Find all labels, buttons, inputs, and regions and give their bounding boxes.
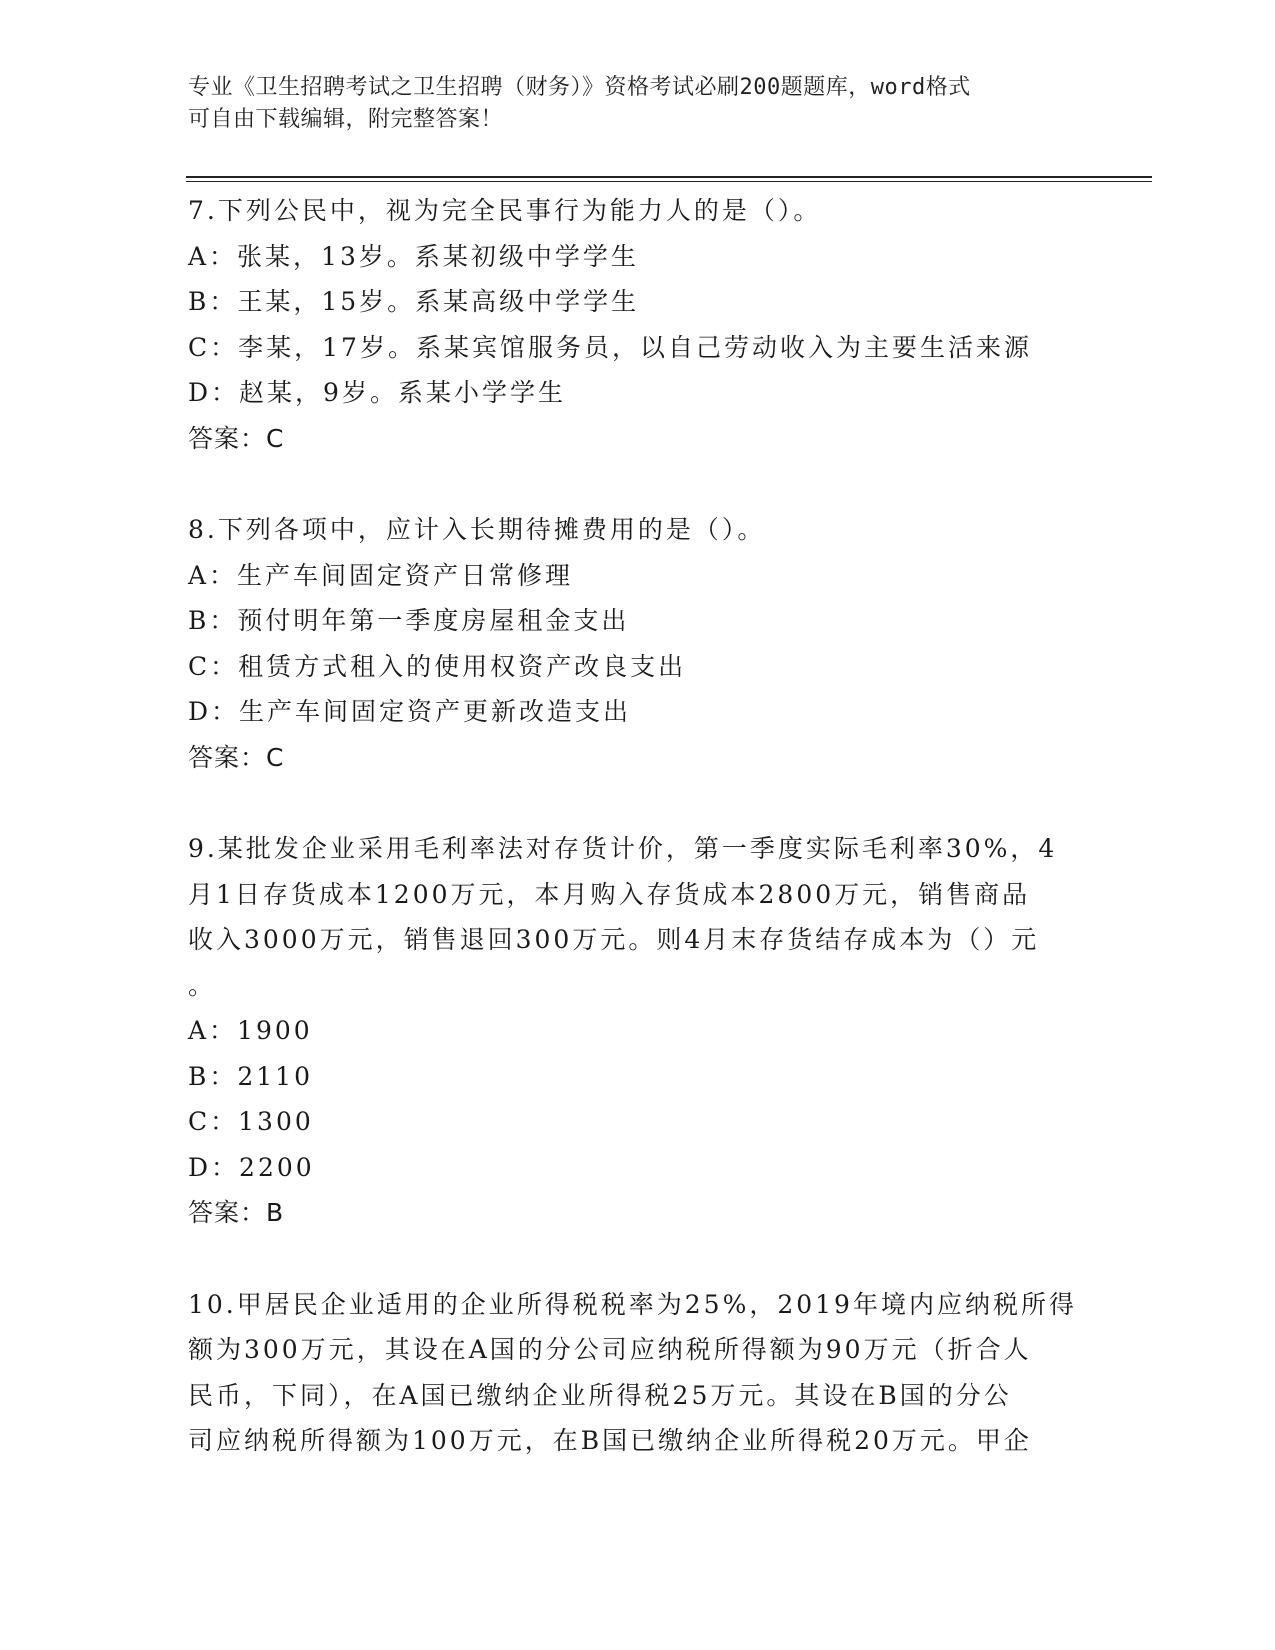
question-10	[188, 1282, 1078, 1464]
question-spacer	[188, 461, 1078, 507]
option-c: C：租赁方式租入的使用权资产改良支出	[188, 651, 687, 681]
answer-line: 答案：C	[188, 742, 285, 772]
question-stem: 8.下列各项中，应计入长期待摊费用的是（）。	[188, 515, 766, 544]
answer-line: 答案：B	[188, 1198, 285, 1227]
question-stem-line-1: 9.某批发企业采用毛利率法对存货计价，第一季度实际毛利率30%，4	[188, 834, 1058, 863]
question-stem-line-4: 司应纳税所得额为100万元，在B国已缴纳企业所得税20万元。甲企	[188, 1426, 1032, 1455]
option-b: B：王某，15岁。系某高级中学学生	[188, 287, 640, 316]
question-stem-line-1: 10.甲居民企业适用的企业所得税税率为25%，2019年境内应纳税所得	[188, 1289, 1077, 1319]
header-line-1: 专业《卫生招聘考试之卫生招聘（财务）》资格考试必刷200题题库，word格式	[188, 75, 971, 100]
question-7	[188, 188, 1078, 461]
header-divider-thick	[186, 176, 1152, 178]
option-a: A：生产车间固定资产日常修理	[188, 560, 574, 590]
question-stem-line-3: 民币，下同），在A国已缴纳企业所得税25万元。其设在B国的分公	[188, 1380, 1012, 1410]
option-d: D：赵某，9岁。系某小学学生	[188, 378, 566, 407]
option-b: B：2110	[188, 1061, 313, 1091]
option-d: D：生产车间固定资产更新改造支出	[188, 697, 632, 726]
header-line-2: 可自由下载编辑，附完整答案！	[188, 107, 504, 132]
question-stem-line-4: 。	[188, 970, 217, 1000]
question-8	[188, 507, 1078, 780]
option-d: D：2200	[188, 1152, 315, 1182]
answer-line: 答案：C	[188, 423, 285, 453]
question-list	[188, 188, 1078, 1464]
option-b: B：预付明年第一季度房屋租金支出	[188, 606, 630, 635]
option-a: A：张某，13岁。系某初级中学学生	[188, 241, 639, 271]
question-stem-line-2: 额为300万元，其设在A国的分公司应纳税所得额为90万元（折合人	[188, 1335, 1032, 1364]
question-9	[188, 826, 1078, 1236]
option-c: C：李某，17岁。系某宾馆服务员，以自己劳动收入为主要生活来源	[188, 332, 1032, 362]
question-stem-line-3: 收入3000万元，销售退回300万元。则4月末存货结存成本为（）元	[188, 925, 1040, 954]
question-stem: 7.下列公民中，视为完全民事行为能力人的是（）。	[188, 196, 822, 225]
question-stem-line-2: 月1日存货成本1200万元，本月购入存货成本2800万元，销售商品	[188, 879, 1031, 909]
header-divider-thin	[186, 181, 1152, 182]
question-spacer	[188, 1236, 1078, 1282]
option-a: A：1900	[188, 1016, 313, 1045]
option-c: C：1300	[188, 1107, 314, 1136]
question-spacer	[188, 780, 1078, 826]
document-header	[188, 72, 1068, 136]
